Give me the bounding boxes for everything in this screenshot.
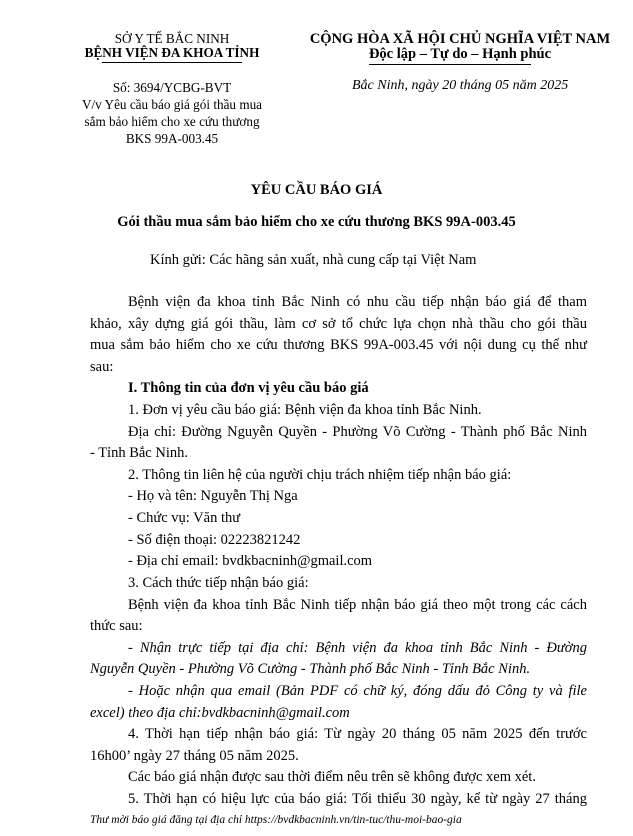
contact-email: - Địa chỉ email: bvdkbacninh@gmail.com (128, 553, 373, 570)
subject-line: sắm bảo hiểm cho xe cứu thương (84, 114, 260, 129)
hospital-name: BỆNH VIỆN ĐA KHOA TỈNH (84, 45, 260, 60)
item-4-note: Các báo giá nhận được sau thời điểm nêu trên sẽ không được xem xét. (128, 769, 536, 786)
intro-line: sau: (90, 358, 114, 375)
item-5: 5. Thời hạn có hiệu lực của báo giá: Tối thiểu 30 ngày, kể từ ngày 27 tháng (128, 791, 587, 807)
address-line: - Tỉnh Bắc Ninh. (90, 445, 188, 462)
item-3-description: thức sau: (90, 618, 143, 635)
address-line: Địa chỉ: Đường Nguyễn Quyền - Phường Võ Cường - Thành phố Bắc Ninh (128, 423, 587, 440)
greeting: Kính gửi: Các hãng sản xuất, nhà cung cấp tại Việt Nam (150, 252, 477, 268)
contact-name: - Họ và tên: Nguyễn Thị Nga (128, 488, 298, 505)
contact-phone: - Số điện thoại: 02223821242 (128, 531, 301, 548)
item-4: 4. Thời hạn tiếp nhận báo giá: Từ ngày 20 tháng 05 năm 2025 đến trước (128, 726, 587, 743)
intro-line: mua sắm bảo hiểm cho xe cứu thương BKS 99A-003.45 với nội dung cụ thể như (90, 337, 587, 354)
section-heading: I. Thông tin của đơn vị yêu cầu báo giá (128, 380, 369, 397)
method-email: - Hoặc nhận qua email (Bản PDF có chữ ký, đóng dấu đỏ Công ty và file (128, 682, 587, 699)
doc-reference-block (60, 79, 284, 147)
contact-position: - Chức vụ: Văn thư (128, 510, 241, 527)
method-direct: - Nhận trực tiếp tại địa chỉ: Bệnh viện đa khoa tỉnh Bắc Ninh - Đường (128, 639, 587, 656)
item-1: 1. Đơn vị yêu cầu báo giá: Bệnh viện đa khoa tỉnh Bắc Ninh. (128, 402, 482, 419)
issuer-underline (102, 62, 242, 63)
place-date: Bắc Ninh, ngày 20 tháng 05 năm 2025 (352, 78, 569, 93)
nation-title: CỘNG HÒA XÃ HỘI CHỦ NGHĨA VIỆT NAM (309, 31, 611, 47)
subject-line: V/v Yêu cầu báo giá gói thầu mua (81, 97, 263, 112)
doc-number: Số: 3694/YCBG-BVT (112, 80, 232, 95)
intro-line: khảo, xây dựng giá gói thầu, làm cơ sở tổ chức lựa chọn nhà thầu cho gói thầu (90, 315, 587, 332)
subject-line: BKS 99A-003.45 (125, 131, 219, 146)
method-direct: Nguyễn Quyền - Phường Võ Cường - Thành phố Bắc Ninh - Tỉnh Bắc Ninh. (90, 661, 531, 678)
intro-line: Bệnh viện đa khoa tỉnh Bắc Ninh có nhu cầu tiếp nhận báo giá để tham (128, 294, 587, 310)
item-2: 2. Thông tin liên hệ của người chịu trách nhiệm tiếp nhận báo giá: (128, 466, 512, 483)
item-3: 3. Cách thức tiếp nhận báo giá: (128, 574, 309, 591)
national-motto: Độc lập – Tự do – Hạnh phúc (368, 46, 552, 62)
method-email: excel) theo địa chỉ:bvdkbacninh@gmail.com (90, 704, 350, 721)
national-header (290, 32, 630, 65)
document-title: YÊU CẦU BÁO GIÁ (250, 182, 383, 198)
motto-underline (369, 64, 531, 65)
item-3-description: Bệnh viện đa khoa tỉnh Bắc Ninh tiếp nhận báo giá theo một trong các cách (128, 596, 587, 613)
footer-note: Thư mời báo giá đăng tại địa chỉ https://bvdkbacninh.vn/tin-tuc/thu-moi-bao-gia (90, 814, 462, 826)
document-subtitle: Gói thầu mua sắm bảo hiểm cho xe cứu thương BKS 99A-003.45 (117, 214, 516, 230)
item-4: 16h00’ ngày 27 tháng 05 năm 2025. (90, 747, 299, 764)
agency-name: SỞ Y TẾ BẮC NINH (114, 31, 230, 46)
issuer-block (60, 32, 284, 63)
